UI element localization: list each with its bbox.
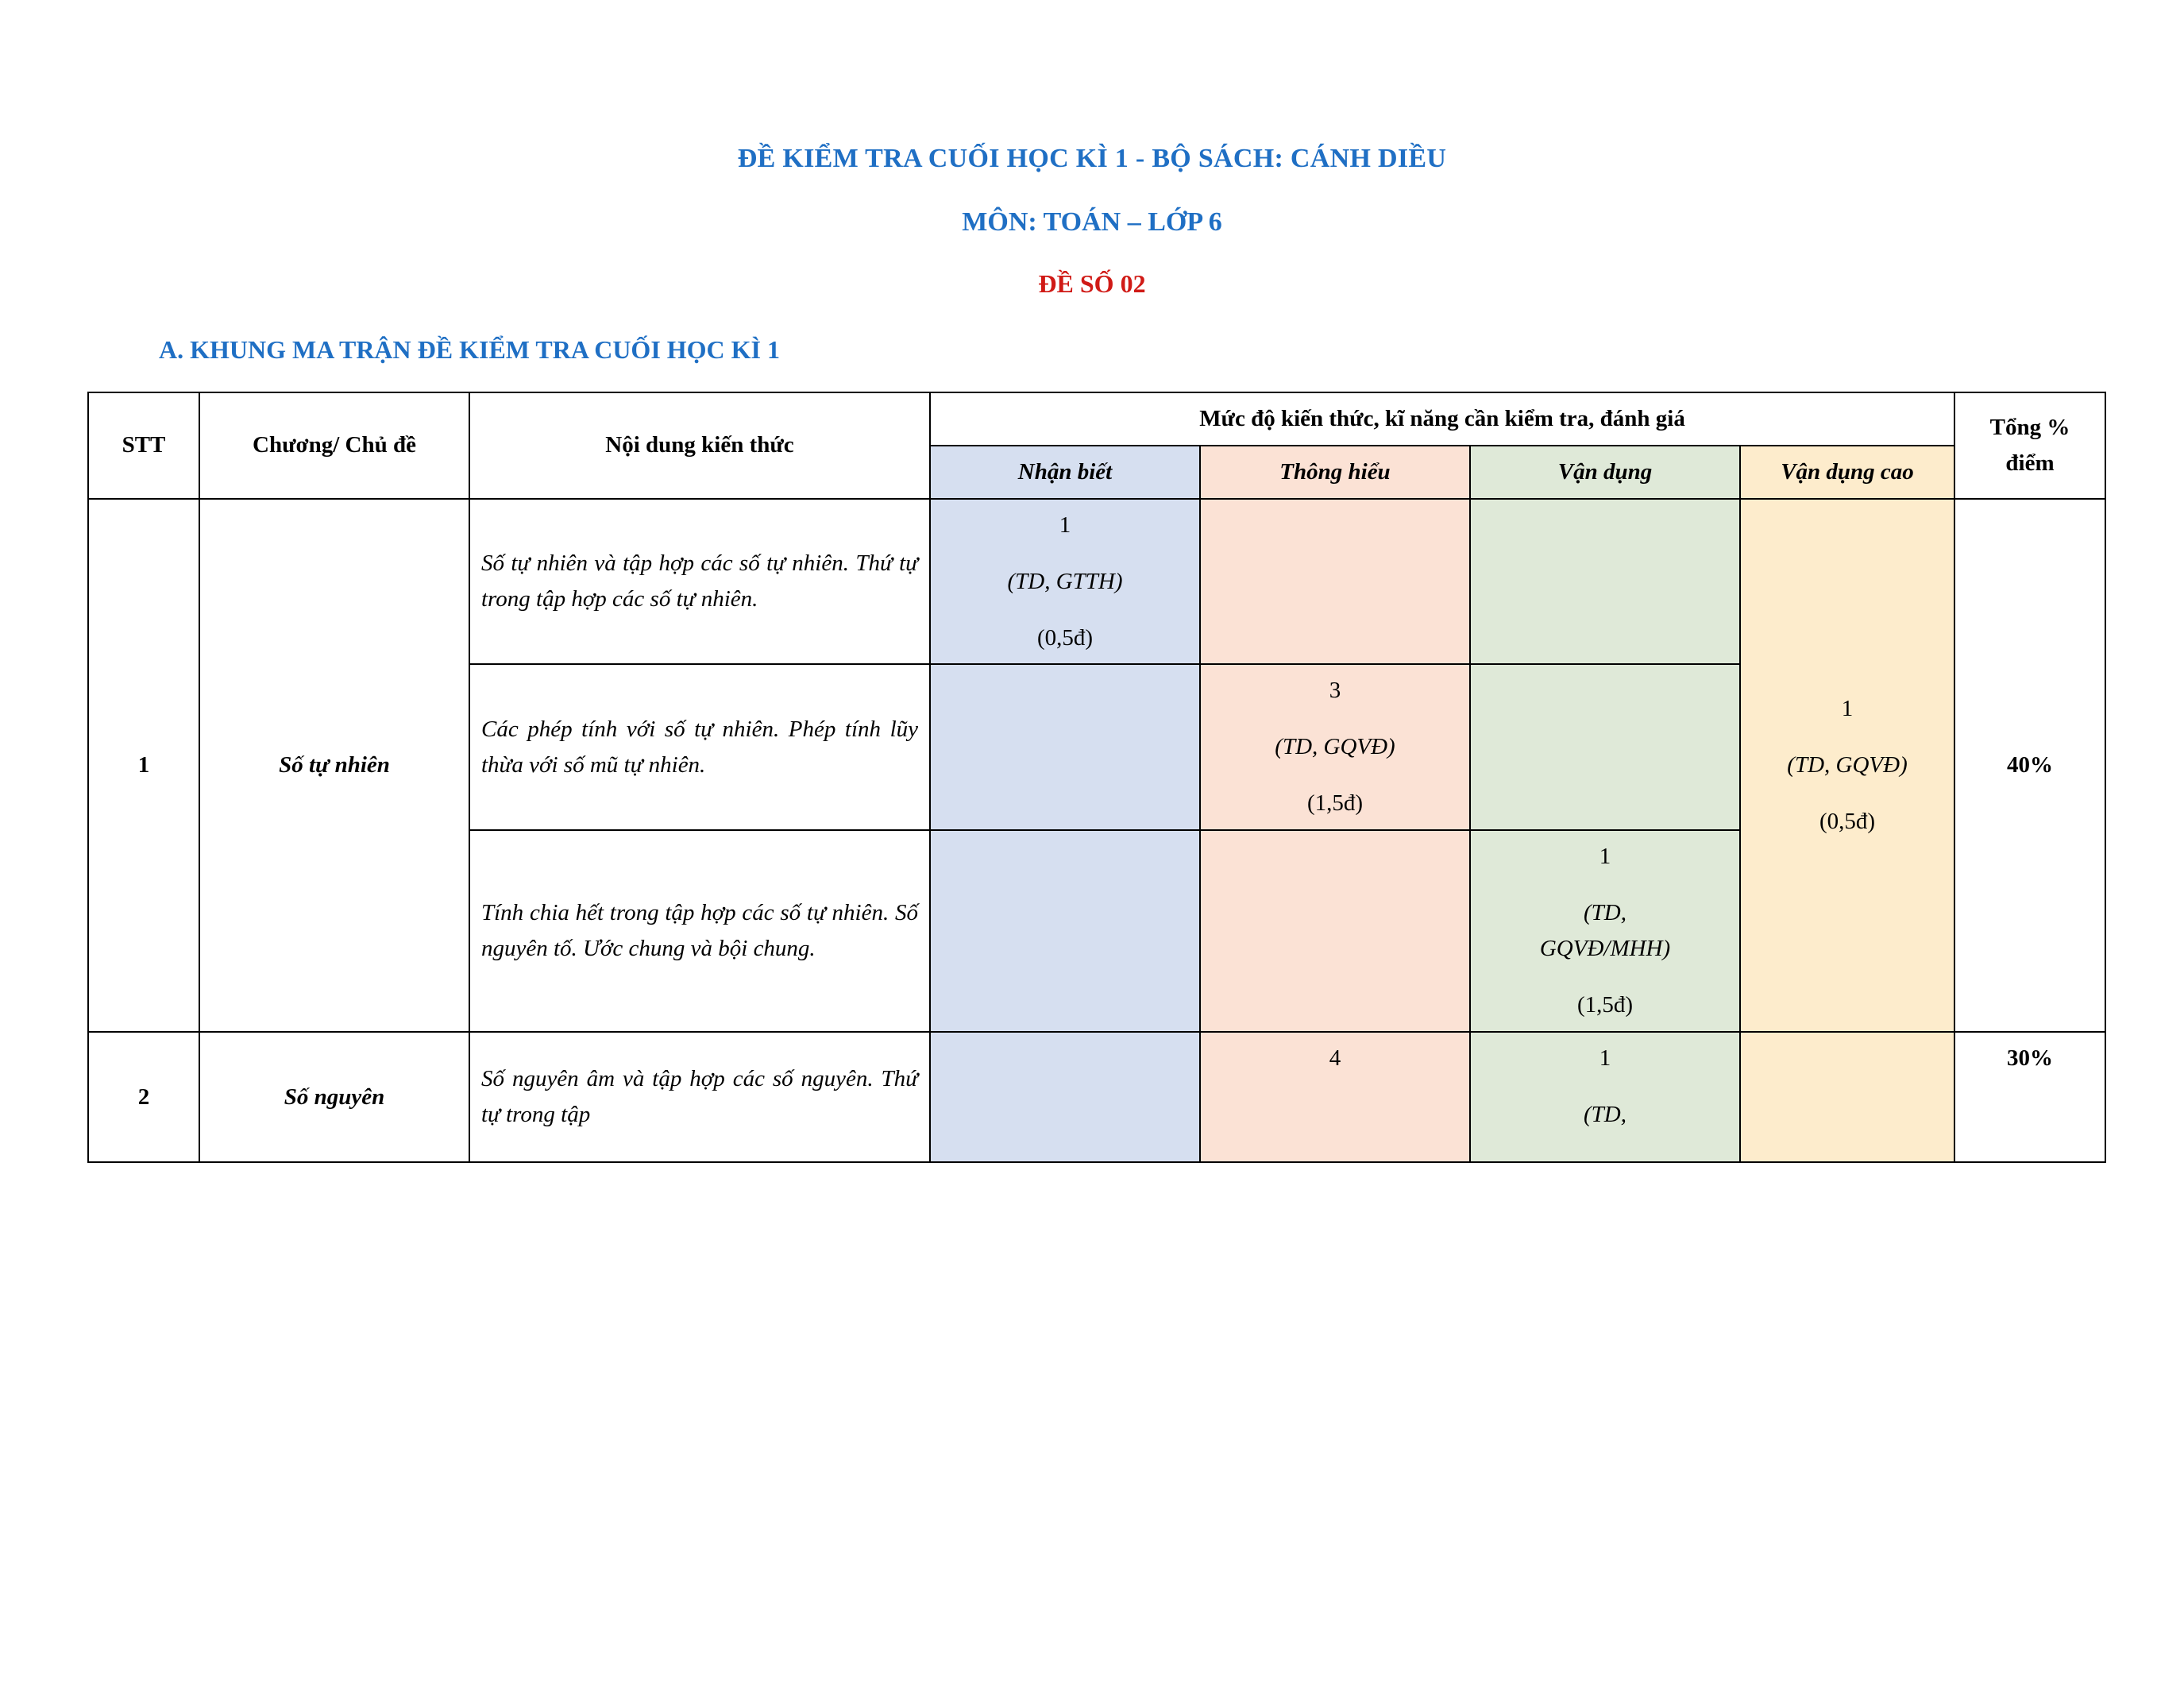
row-stt-1: 1	[88, 499, 199, 1032]
header-stt: STT	[88, 392, 199, 499]
table-header-row-1	[88, 392, 2105, 446]
header-tong: Tổng % điểm	[1954, 392, 2105, 499]
row-noi-dung-3: Tính chia hết trong tập hợp các số tự nhiên. Số nguyên tố. Ước chung và bội chung.	[469, 830, 930, 1032]
cell-thong-hieu-3	[1200, 830, 1470, 1032]
cell-code-line2: GQVĐ/MHH)	[1539, 936, 1671, 962]
cell-points: (1,5đ)	[1306, 790, 1364, 817]
header-van-dung: Vận dụng	[1470, 446, 1740, 499]
document-title-line2: MÔN: TOÁN – LỚP 6	[962, 207, 1222, 237]
cell-count: 1	[1059, 512, 1071, 538]
cell-code-line1: (TD,	[1584, 1101, 1626, 1127]
document-title-line1: ĐỀ KIỂM TRA CUỐI HỌC KÌ 1 - BỘ SÁCH: CÁNH DIỀU	[737, 144, 1447, 173]
row-tong-1: 40%	[1954, 499, 2105, 1032]
cell-count: 3	[1329, 678, 1341, 704]
header-nhan-biet: Nhận biết	[930, 446, 1200, 499]
cell-nhan-biet-1	[930, 499, 1200, 665]
cell-code: (TD, GQVĐ)	[1275, 734, 1395, 760]
cell-nhan-biet-4	[930, 1032, 1200, 1162]
cell-thong-hieu-1	[1200, 499, 1470, 665]
cell-points: (1,5đ)	[1576, 992, 1634, 1018]
cell-thong-hieu-2	[1200, 664, 1470, 830]
cell-code-line1: (TD,	[1584, 900, 1626, 926]
table-row	[88, 499, 2105, 665]
row-noi-dung-4: Số nguyên âm và tập hợp các số nguyên. Thứ tự trong tập	[469, 1032, 930, 1162]
row-noi-dung-1: Số tự nhiên và tập hợp các số tự nhiên. Thứ tự trong tập hợp các số tự nhiên.	[469, 499, 930, 665]
header-chuong: Chương/ Chủ đề	[199, 392, 469, 499]
cell-van-dung-3	[1470, 830, 1740, 1032]
cell-code: (TD, GQVĐ)	[1787, 751, 1908, 778]
header-thong-hieu: Thông hiểu	[1200, 446, 1470, 499]
header-muc-do: Mức độ kiến thức, kĩ năng cần kiểm tra, đánh giá	[930, 392, 1954, 446]
matrix-table	[87, 392, 2106, 1163]
cell-count: 1	[1599, 844, 1611, 870]
header-noi-dung: Nội dung kiến thức	[469, 392, 930, 499]
row-chuong-4: Số nguyên	[199, 1032, 469, 1162]
cell-van-dung-cao-1	[1740, 499, 1954, 1032]
row-chuong-1: Số tự nhiên	[199, 499, 469, 1032]
cell-van-dung-1	[1470, 499, 1740, 665]
document-title-line3: ĐỀ SỐ 02	[1038, 268, 1146, 298]
row-noi-dung-2: Các phép tính với số tự nhiên. Phép tính lũy thừa với số mũ tự nhiên.	[469, 664, 930, 830]
row-stt-4: 2	[88, 1032, 199, 1162]
cell-nhan-biet-3	[930, 830, 1200, 1032]
cell-count: 1	[1841, 695, 1854, 721]
cell-code: (TD, GTTH)	[1007, 568, 1123, 594]
section-a-heading: A. KHUNG MA TRẬN ĐỀ KIỂM TRA CUỐI HỌC KÌ 1	[159, 334, 780, 364]
cell-count: 1	[1599, 1045, 1611, 1072]
cell-points: (0,5đ)	[1819, 808, 1876, 834]
cell-thong-hieu-4: 4	[1200, 1032, 1470, 1162]
row-tong-4: 30%	[1954, 1032, 2105, 1162]
cell-van-dung-4	[1470, 1032, 1740, 1162]
cell-nhan-biet-2	[930, 664, 1200, 830]
cell-van-dung-cao-4	[1740, 1032, 1954, 1162]
table-row	[88, 1032, 2105, 1162]
cell-van-dung-2	[1470, 664, 1740, 830]
header-van-dung-cao: Vận dụng cao	[1740, 446, 1954, 499]
cell-points: (0,5đ)	[1036, 624, 1094, 651]
title-block	[0, 0, 2184, 299]
